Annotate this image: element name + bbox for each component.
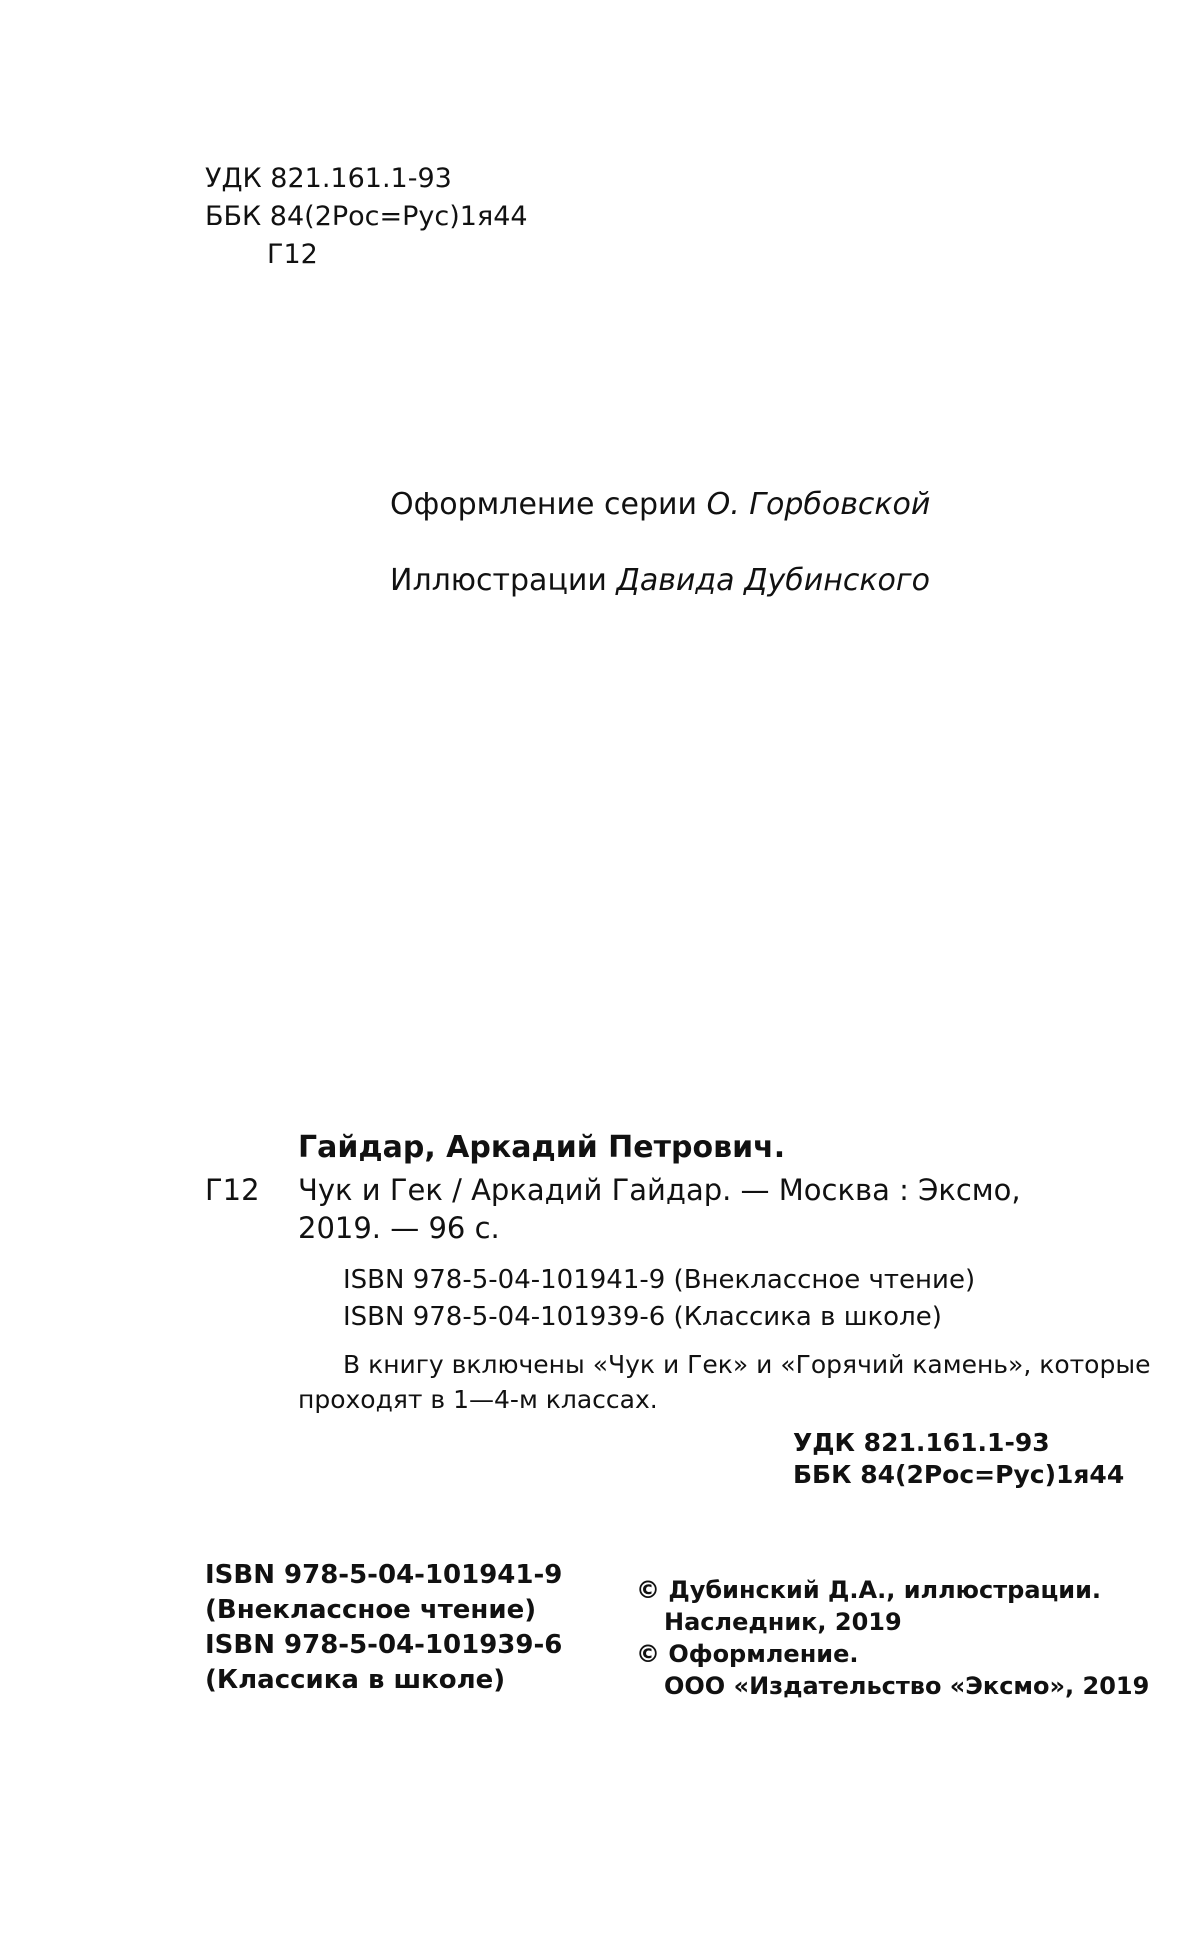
record-bbk: ББК 84(2Рос=Рус)1я44: [793, 1460, 1125, 1489]
footer-isbn-2: ISBN 978-5-04-101939-6: [205, 1630, 563, 1660]
copyright-heir: Наследник, 2019: [664, 1608, 902, 1636]
record-codes: [793, 1427, 1124, 1491]
bbk-code: ББК 84(2Рос=Рус)1я44: [205, 201, 528, 232]
footer-isbn-1: ISBN 978-5-04-101941-9: [205, 1560, 563, 1590]
record-author: Гайдар, Аркадий Петрович.: [298, 1130, 786, 1165]
footer-isbn-block: [205, 1558, 562, 1698]
record-annotation-line-2: проходят в 1—4-м классах.: [298, 1385, 658, 1414]
footer-isbn-2-series: (Классика в школе): [205, 1665, 506, 1695]
record-title-line-1: Чук и Гек / Аркадий Гайдар. — Москва : Эксмо,: [298, 1173, 1021, 1207]
author-mark: Г12: [267, 239, 318, 270]
udk-code: УДК 821.161.1-93: [205, 163, 452, 194]
series-design-name: О. Горбовской: [706, 487, 931, 522]
series-design-credit: [390, 487, 930, 522]
record-isbn-1: ISBN 978-5-04-101941-9 (Внеклассное чтение): [343, 1265, 976, 1295]
record-isbn-2: ISBN 978-5-04-101939-6 (Классика в школе): [343, 1302, 942, 1332]
footer-isbn-1-series: (Внеклассное чтение): [205, 1595, 537, 1625]
header-codes: [205, 160, 528, 274]
record-author-mark: Г12: [205, 1173, 260, 1207]
series-design-label: Оформление серии: [390, 487, 698, 522]
record-udk: УДК 821.161.1-93: [793, 1428, 1050, 1457]
copyright-publisher: ООО «Издательство «Эксмо», 2019: [664, 1672, 1150, 1700]
illustrations-name: Давида Дубинского: [616, 563, 930, 598]
copyright-illustrations: © Дубинский Д.А., иллюстрации.: [636, 1576, 1102, 1604]
copyright-design: © Оформление.: [636, 1640, 859, 1668]
illustrations-label: Иллюстрации: [390, 563, 607, 598]
record-annotation-line-1: В книгу включены «Чук и Гек» и «Горячий камень», которые: [343, 1350, 1151, 1379]
record-title-line-2: 2019. — 96 с.: [298, 1211, 500, 1245]
record-isbn-list: [343, 1262, 975, 1336]
copyright-block: [636, 1574, 1149, 1702]
illustrations-credit: [390, 563, 930, 598]
